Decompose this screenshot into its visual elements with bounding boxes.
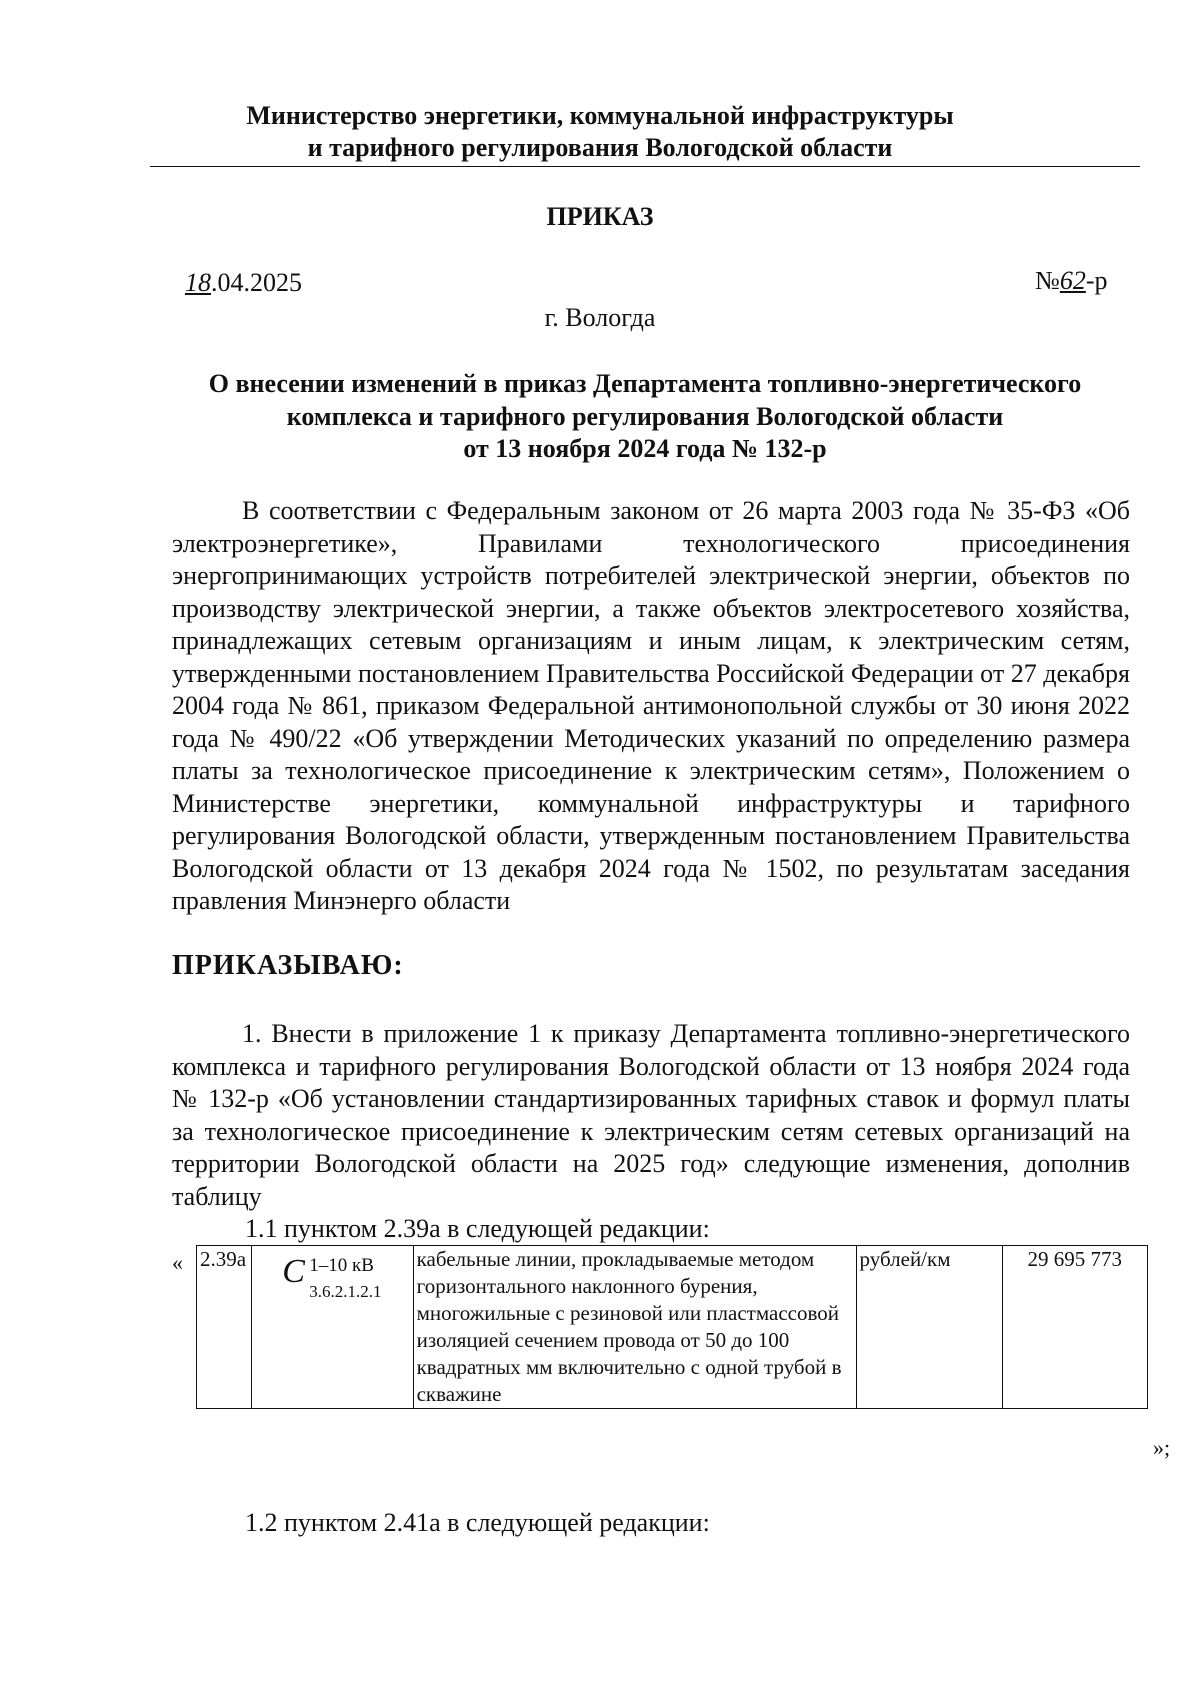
formula-subscript: 3.6.2.1.2.1 bbox=[309, 1282, 382, 1301]
order-number-prefix: № bbox=[1035, 266, 1060, 295]
clause-1-2: 1.2 пунктом 2.41а в следующей редакции: bbox=[245, 1508, 710, 1537]
order-date bbox=[185, 268, 302, 298]
order-date-rest: .04.2025 bbox=[211, 268, 302, 297]
row-value: 29 695 773 bbox=[1002, 1246, 1148, 1409]
clause-1-paragraph: 1. Внести в приложение 1 к приказу Департамента топливно-энергетического комплекса и тарифного регулирования Вологодской области от 13 ноября 2024 года № 132-р «Об установлении стандартизированных тарифных ставок и формул платы за технологическое присоединение к электрическим сетям сетевых организаций на территории Вологодской области на 2025 год» следующие изменения, дополнив таблицу bbox=[172, 1019, 1130, 1211]
tariff-table bbox=[196, 1245, 1148, 1409]
table-quote-open: « bbox=[172, 1250, 183, 1275]
preamble-paragraph: В соответствии с Федеральным законом от 26 марта 2003 года № 35-ФЗ «Об электроэнергетике», Правилами технологического присоединения энергопринимающих устройств потребителей электрической энергии, объектов по производству электрической энергии, а также объектов электросетевого хозяйства, принадлежащих сетевым организациям и иным лицам, к электрическим сетям, утвержденными постановлением Правительства Российской Федерации от 27 декабря 2004 года № 861, приказом Федеральной антимонопольной службы от 30 июня 2022 года № 490/22 «Об утверждении Методических указаний по определению размера платы за технологическое присоединение к электрическим сетям», Положением о Министерстве энергетики, коммунальной инфраструктуры и тарифного регулирования Вологодской области, утвержденным постановлением Правительства Вологодской области от 13 декабря 2024 года № 1502, по результатам заседания правления Минэнерго области bbox=[172, 496, 1130, 915]
clause-1-1: 1.1 пунктом 2.39а в следующей редакции: bbox=[245, 1214, 710, 1243]
subject-line3: от 13 ноября 2024 года № 132-р bbox=[463, 434, 827, 463]
order-city: г. Вологда bbox=[544, 303, 656, 332]
order-number bbox=[1035, 266, 1107, 296]
formula-superscript: 1–10 кВ bbox=[309, 1255, 374, 1276]
row-formula bbox=[251, 1246, 413, 1409]
rate-formula bbox=[267, 1246, 397, 1306]
row-unit: рублей/км bbox=[856, 1246, 1002, 1409]
formula-base: C bbox=[282, 1253, 305, 1290]
order-date-day: 18 bbox=[185, 268, 211, 297]
header-divider bbox=[150, 166, 1140, 167]
decree-heading: ПРИКАЗЫВАЮ: bbox=[172, 950, 404, 981]
row-description: кабельные линии, прокладываемые методом горизонтального наклонного бурения, многожильные с резиновой или пластмассовой изоляцией сечением провода от 50 до 100 квадратных мм включительно с одной трубой в скважине bbox=[413, 1246, 856, 1409]
order-title: ПРИКАЗ bbox=[546, 202, 654, 231]
row-number: 2.39а bbox=[197, 1246, 252, 1409]
subject-line1: О внесении изменений в приказ Департамента топливно-энергетического bbox=[208, 369, 1082, 398]
table-row bbox=[197, 1246, 1148, 1409]
ministry-name-line2: и тарифного регулирования Вологодской области bbox=[307, 133, 893, 162]
order-number-value: 62 bbox=[1059, 266, 1086, 295]
ministry-name-line1: Министерство энергетики, коммунальной инфраструктуры bbox=[246, 101, 954, 130]
order-number-suffix: -р bbox=[1085, 266, 1108, 295]
table-quote-close: »; bbox=[1153, 1435, 1171, 1460]
subject-line2: комплекса и тарифного регулирования Вологодской области bbox=[286, 402, 1004, 431]
